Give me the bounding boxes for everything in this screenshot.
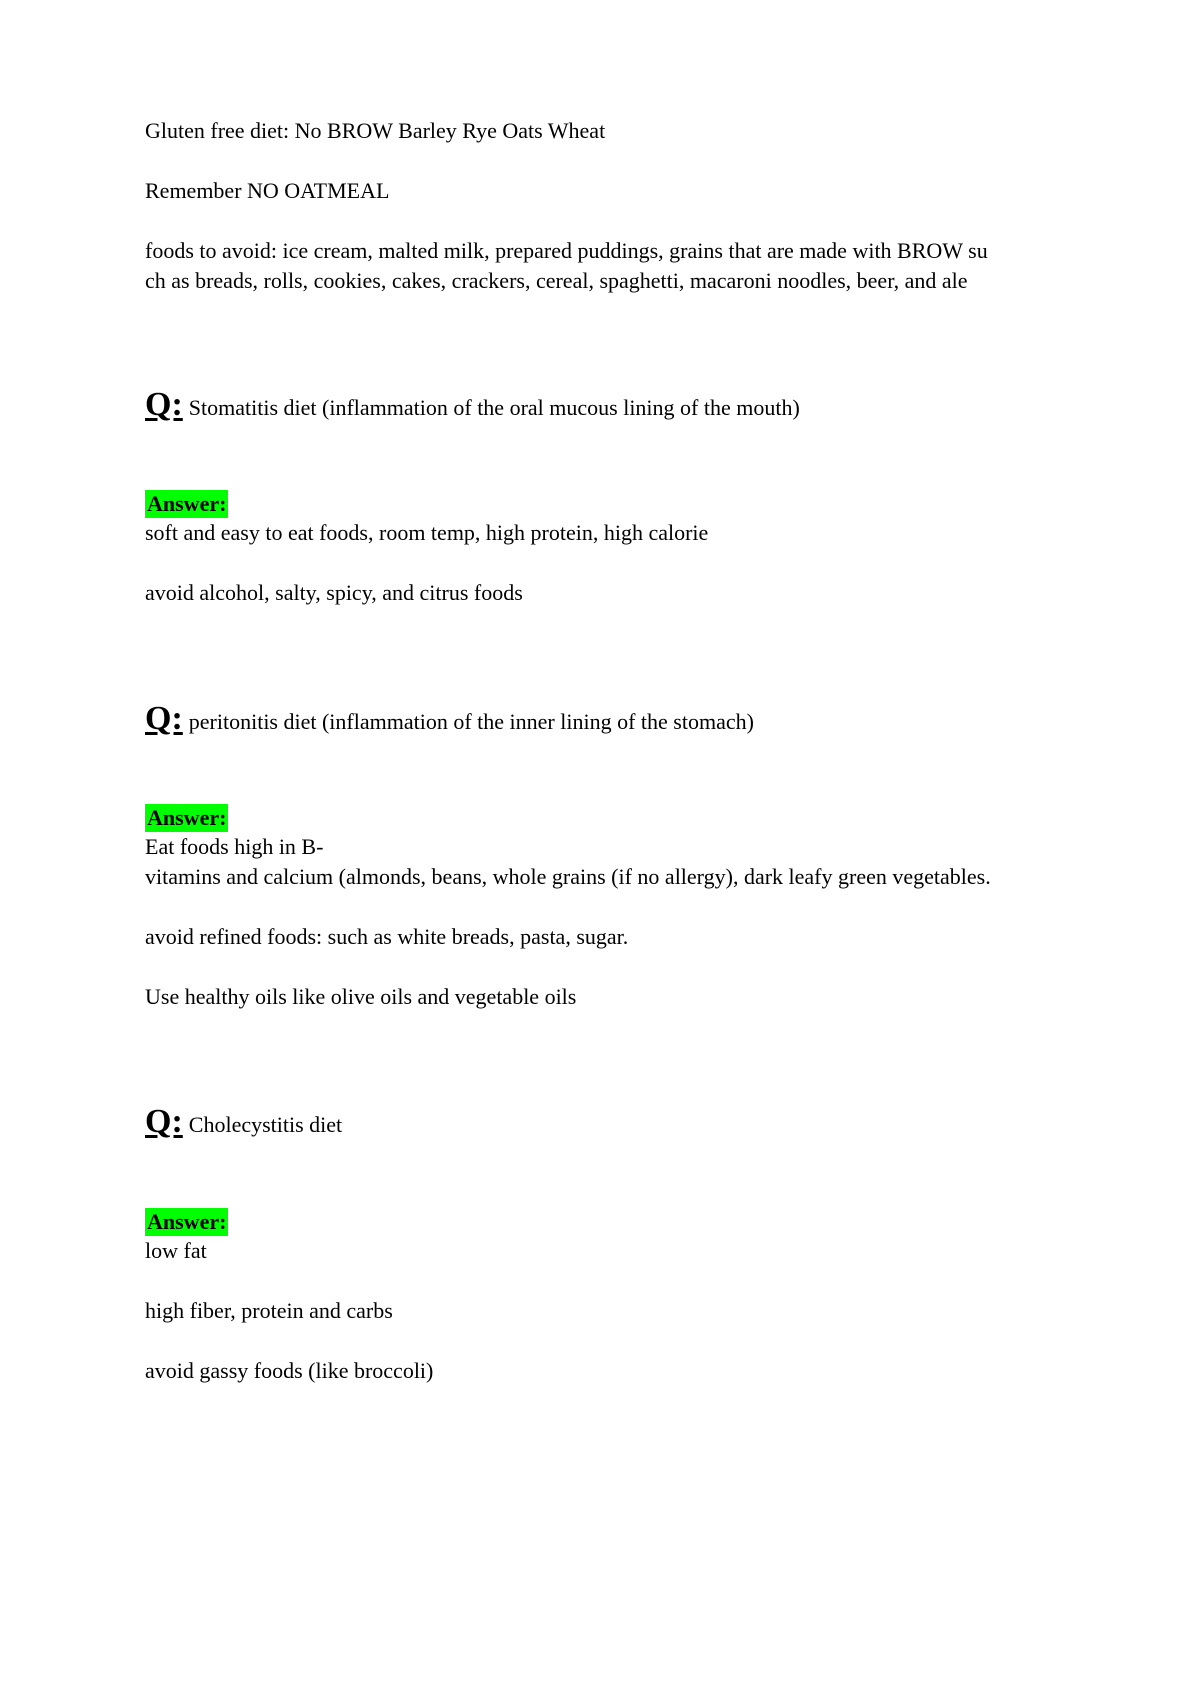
intro-line-foods-to-avoid: foods to avoid: ice cream, malted milk, prepared puddings, grains that are made with BROW su	[145, 238, 988, 263]
question-text: Cholecystitis diet	[188, 1112, 343, 1137]
answer-line: avoid gassy foods (like broccoli)	[145, 1358, 434, 1383]
answer-label: Answer:	[147, 1209, 227, 1234]
answer-line: avoid alcohol, salty, spicy, and citrus foods	[145, 580, 523, 605]
answer-line: avoid refined foods: such as white breads, pasta, sugar.	[145, 924, 629, 949]
answer-line: soft and easy to eat foods, room temp, high protein, high calorie	[145, 520, 709, 545]
intro-line-foods-to-avoid-cont: ch as breads, rolls, cookies, cakes, crackers, cereal, spaghetti, macaroni noodles, beer, and ale	[145, 268, 968, 293]
q-label: Q:	[145, 1103, 183, 1140]
answer-line: vitamins and calcium (almonds, beans, whole grains (if no allergy), dark leafy green vegetables.	[145, 864, 991, 889]
answer-label: Answer:	[147, 805, 227, 830]
question-peritonitis	[145, 700, 754, 738]
q-label: Q:	[145, 700, 183, 737]
intro-line-no-oatmeal: Remember NO OATMEAL	[145, 178, 390, 203]
answer-line: low fat	[145, 1238, 207, 1263]
answer-label: Answer:	[147, 491, 227, 516]
question-stomatitis	[145, 386, 800, 424]
question-cholecystitis	[145, 1103, 342, 1141]
question-text: peritonitis diet (inflammation of the inner lining of the stomach)	[188, 709, 754, 734]
intro-line-gluten-free: Gluten free diet: No BROW Barley Rye Oats Wheat	[145, 118, 606, 143]
answer-line: Use healthy oils like olive oils and vegetable oils	[145, 984, 577, 1009]
answer-line: Eat foods high in B-	[145, 834, 324, 859]
q-label: Q:	[145, 386, 183, 423]
answer-line: high fiber, protein and carbs	[145, 1298, 393, 1323]
question-text: Stomatitis diet (inflammation of the oral mucous lining of the mouth)	[188, 395, 800, 420]
